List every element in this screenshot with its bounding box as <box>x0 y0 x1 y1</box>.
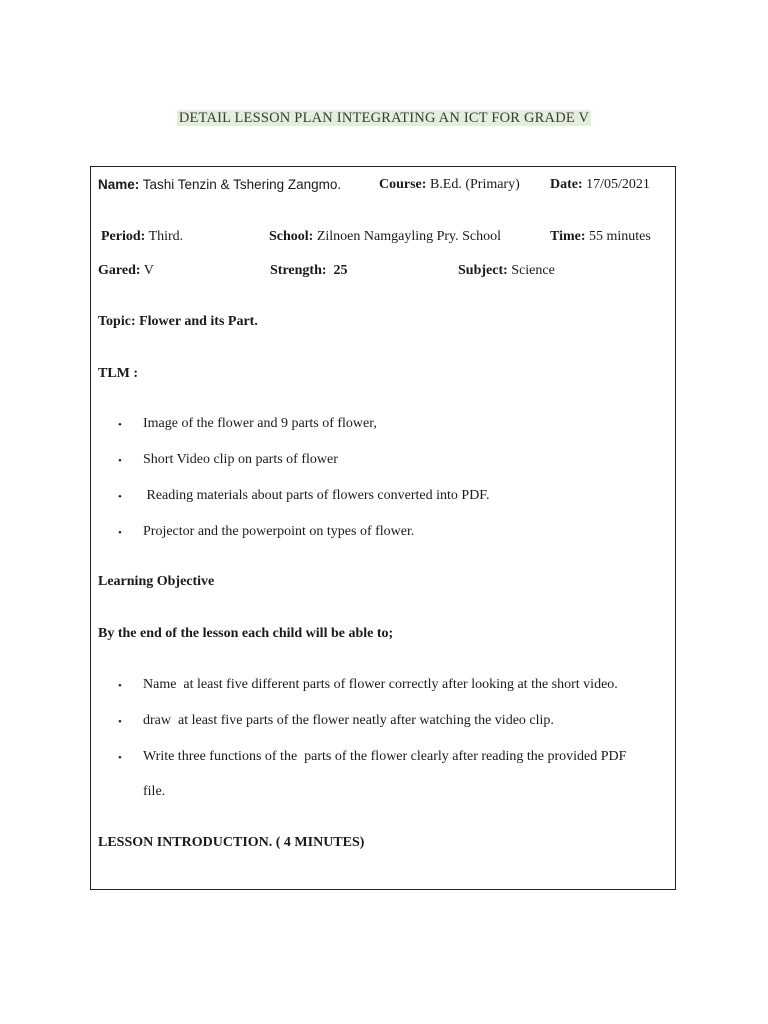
date-label: Date: <box>550 177 583 192</box>
grade-field <box>98 262 154 280</box>
time-value: 55 minutes <box>589 229 651 244</box>
bullet-icon: • <box>118 752 122 764</box>
objective-item-1: Name at least five different parts of flower correctly after looking at the short video. <box>143 677 618 692</box>
period-value: Third. <box>148 229 184 244</box>
strength-label: Strength: <box>270 263 327 278</box>
name-field <box>98 176 341 195</box>
grade-label: Gared: <box>98 263 141 278</box>
strength-value: 25 <box>333 263 348 278</box>
date-value: 17/05/2021 <box>586 177 650 192</box>
school-field <box>269 228 501 246</box>
time-field <box>550 228 651 246</box>
bullet-icon: • <box>118 716 122 728</box>
subject-field <box>458 262 555 280</box>
introduction-heading-text: LESSON INTRODUCTION. ( 4 MINUTES) <box>98 835 365 850</box>
tlm-heading <box>98 365 138 383</box>
objective-item-3: Write three functions of the parts of the flower clearly after reading the provided PDF <box>143 749 627 764</box>
date-field <box>550 176 650 194</box>
bullet-icon: • <box>118 455 122 467</box>
name-label: Name: <box>98 177 140 192</box>
period-label: Period: <box>101 229 146 244</box>
objective-lead <box>98 625 393 643</box>
bullet-icon: • <box>118 419 122 431</box>
school-label: School: <box>269 229 314 244</box>
subject-label: Subject: <box>458 263 508 278</box>
course-field <box>379 176 520 194</box>
introduction-heading <box>98 834 364 852</box>
objective-item-3-continuation: file. <box>143 784 166 799</box>
objective-lead-text: By the end of the lesson each child will be able to; <box>98 626 394 641</box>
course-value: B.Ed. (Primary) <box>429 177 520 192</box>
tlm-item-1: Image of the flower and 9 parts of flower, <box>143 416 377 431</box>
course-label: Course: <box>379 177 427 192</box>
bullet-icon: • <box>118 491 122 503</box>
objective-item-2: draw at least five parts of the flower neatly after watching the video clip. <box>143 713 554 728</box>
subject-value: Science <box>511 263 555 278</box>
tlm-item-4: Projector and the powerpoint on types of flower. <box>143 524 415 539</box>
tlm-item-2: Short Video clip on parts of flower <box>143 452 338 467</box>
topic <box>98 313 258 331</box>
grade-value: V <box>143 263 154 278</box>
period-field <box>101 228 183 246</box>
objective-heading-text: Learning Objective <box>98 574 215 589</box>
school-value: Zilnoen Namgayling Pry. School <box>316 229 502 244</box>
document-title-text: DETAIL LESSON PLAN INTEGRATING AN ICT FOR GRADE V <box>178 110 590 126</box>
lesson-plan-box <box>90 166 676 890</box>
objective-heading <box>98 573 214 591</box>
topic-text: Topic: Flower and its Part. <box>98 314 258 329</box>
tlm-item-3: Reading materials about parts of flowers converted into PDF. <box>143 488 490 503</box>
name-value: Tashi Tenzin & Tshering Zangmo. <box>142 177 342 192</box>
time-label: Time: <box>550 229 586 244</box>
tlm-heading-text: TLM : <box>98 366 139 381</box>
bullet-icon: • <box>118 680 122 692</box>
strength-field <box>270 262 348 280</box>
document-title <box>0 110 768 127</box>
bullet-icon: • <box>118 527 122 539</box>
